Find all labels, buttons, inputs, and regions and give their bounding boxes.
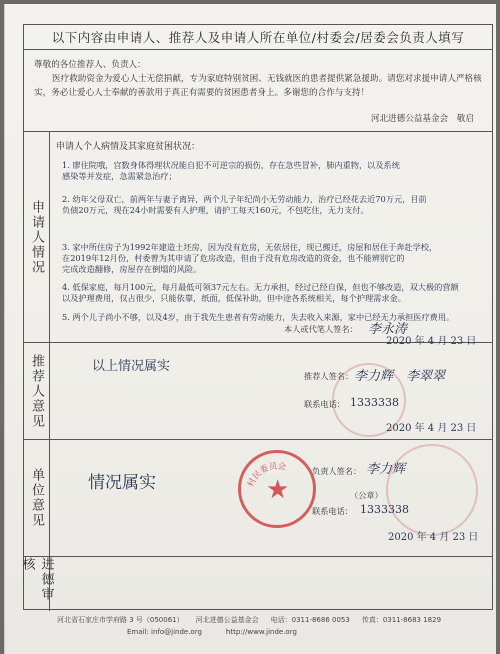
unit-date: 2020 年 4 月 23 日 <box>388 532 479 543</box>
condition-line: 3. 家中所住房子为1992年建造土坯房，因为没有危房，无依居住，现已搬迁，房屋和居住于奔赴学校， <box>62 242 438 252</box>
recommender-label-cell <box>24 343 50 439</box>
unit-phone: 1333338 <box>360 503 409 516</box>
condition-line: 5. 两个儿子尚小不够，以及4岁，由于我先生患者有劳动能力，失去收入来源，家中已经无力承担医疗费用。 <box>62 312 455 322</box>
recommender-label: 推荐人意见 <box>29 353 44 429</box>
condition-line: 1. 廖住院哦，宫数身体得理状况能自犯不可逆宗的损伤，存在急些冒补，肺内重物，以及系统 <box>62 160 400 170</box>
notice-box <box>23 49 493 131</box>
condition-line: 以及护理费用，仅占很少，只能依靠，纸面，低保补助，但中途各系统相关，每个护理需求金。 <box>62 293 406 303</box>
condition-line: 感染等并发症，急需紧急治疗； <box>62 171 177 181</box>
applicant-question: 申请人个人病情及其家庭贫困状况： <box>56 142 201 152</box>
unit-label: 单位意见 <box>29 468 44 528</box>
footer-website: http://www.jinde.org <box>225 628 297 636</box>
unit-phone-label: 联系电话： <box>312 506 353 516</box>
application-form-sheet <box>4 4 496 654</box>
condition-line: 在2019年12月份，村委曾为其申请了危房改造，但由于没有危房改造的资金，也不能辨别它的 <box>62 253 405 263</box>
review-label-cell <box>19 557 54 611</box>
applicant-signature: 李永涛 <box>368 322 408 337</box>
recommender-signer-label: 推荐人签名： <box>304 371 354 381</box>
recommender-opinion: 以上情况属实 <box>92 359 171 374</box>
applicant-label-cell <box>24 132 50 342</box>
condition-line: 2. 幼年父母双亡，前两年与妻子离异，两个儿子年纪尚小无劳动能力，治疗已经花去近70万元，目前 <box>62 194 427 204</box>
condition-paragraph-2 <box>62 194 484 216</box>
unit-label-cell <box>24 440 50 556</box>
condition-paragraph-4 <box>62 282 484 304</box>
condition-line: 负债20万元，现在24小时需要有人护理，请护工每天160元，不包吃住，无力支付。 <box>62 205 369 215</box>
notice-signature: 河北进德公益基金会 敬启 <box>370 114 474 124</box>
seal-ring-text: 村民委员会 <box>245 460 288 489</box>
footer-line-2 <box>57 626 477 638</box>
notice-body: 医疗救助资金为爱心人士无偿捐献，专为家庭特别贫困、无钱就医的患者提供紧急援助。请您对求援申请人严格核实，务必让爱心人士奉献的善款用于真正有需要的贫困患者身上。多谢您的合作与支持！ <box>34 74 482 98</box>
recommender-signature: 李力辉 李翠翠 <box>354 369 446 384</box>
unit-signer-label: 负责人签名： <box>312 466 362 476</box>
official-seal <box>238 450 316 528</box>
footer-fax: 传真：0311-8683 1829 <box>361 616 442 624</box>
unit-stamp-note: （公章） <box>350 490 383 500</box>
condition-line: 完成改造翻修，房屋存在倒塌的风险。 <box>62 264 202 274</box>
applicant-signer-label: 本人或代笔人签名： <box>284 324 358 334</box>
notice-salutation: 尊敬的各位推荐人、负责人： <box>34 60 146 70</box>
form-header <box>23 24 493 49</box>
form-table <box>19 131 493 610</box>
recommender-section <box>24 343 492 440</box>
condition-paragraph-5 <box>62 312 484 323</box>
footer-line-1 <box>57 614 477 626</box>
condition-paragraph-3 <box>62 242 484 275</box>
recommender-content <box>50 343 492 439</box>
applicant-section <box>24 132 492 347</box>
unit-opinion: 情况属实 <box>88 473 156 493</box>
review-label: 进德审核 <box>19 557 54 602</box>
seal-star-icon: ★ <box>266 475 290 505</box>
footer-org: 河北进德公益基金会 <box>195 616 259 624</box>
recommender-phone: 1333338 <box>350 396 399 409</box>
condition-paragraph-1 <box>62 160 484 182</box>
footer-email: Email: info@jinde.org <box>127 628 202 636</box>
unit-section <box>24 440 492 557</box>
footer-address: 河北省石家庄市学府路 3 号（050061） <box>57 616 184 624</box>
footer-phone: 电话：0311-8686 0053 <box>270 616 350 624</box>
recommender-date: 2020 年 4 月 23 日 <box>386 423 477 434</box>
review-content <box>50 557 492 611</box>
page-footer <box>57 614 477 638</box>
review-section <box>19 557 492 611</box>
applicant-label: 申请人情况 <box>29 199 44 275</box>
applicant-content <box>50 132 492 347</box>
applicant-date: 2020 年 4 月 23 日 <box>386 336 477 347</box>
condition-line: 4. 低保家庭，每月100元，每月最低可领37元左右。无力承担，经过已经自保，但也不够改造，双大极的营额 <box>62 282 459 292</box>
recommender-phone-label: 联系电话： <box>304 399 345 409</box>
unit-content <box>50 440 492 556</box>
unit-signature: 李力辉 <box>366 462 406 477</box>
form-header-text: 以下内容由申请人、推荐人及申请人所在单位/村委会/居委会负责人填写 <box>51 30 465 45</box>
